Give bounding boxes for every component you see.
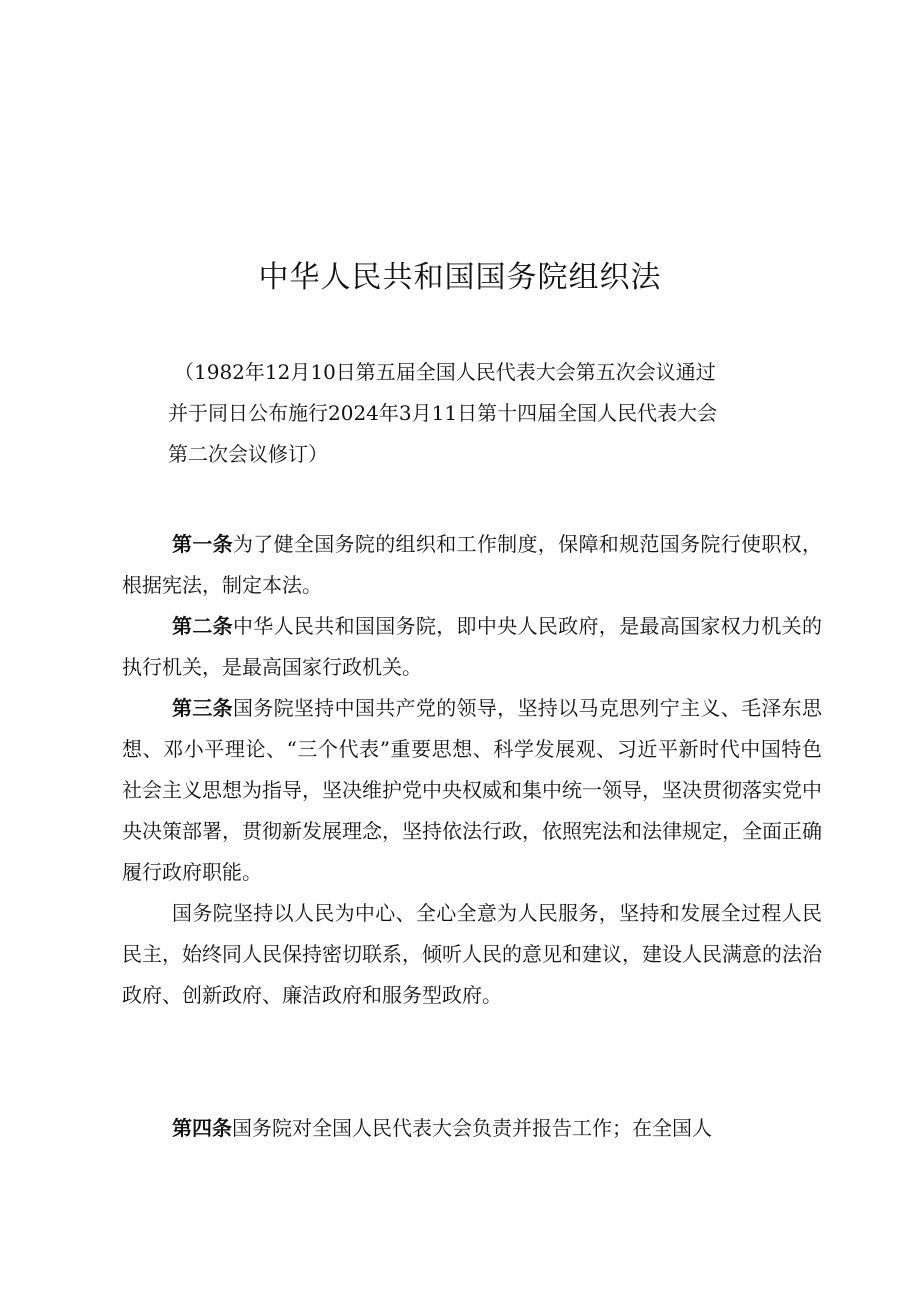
article-4 xyxy=(122,1108,822,1149)
adoption-note xyxy=(168,352,818,475)
articles-section xyxy=(122,524,822,1016)
article-label: 第三条 xyxy=(172,696,233,720)
adoption-note-line: （1982年12月10日第五届全国人民代表大会第五次会议通过 xyxy=(174,360,716,384)
article-text: 国务院坚持中国共产党的领导，坚持以马克思列宁主义、毛泽东思想、邓小平理论、“三个代表”重要思想、科学发展观、习近平新时代中国特色社会主义思想为指导，坚决维护党中央权威和集中统一领导，坚决贯彻落实党中央决策部署，贯彻新发展理念，坚持依法行政，依照宪法和法律规定，全面正确履行政府职能。 xyxy=(122,696,823,884)
article-3 xyxy=(122,688,822,893)
article-1 xyxy=(122,524,822,606)
article-3-paragraph-2: 国务院坚持以人民为中心、全心全意为人民服务，坚持和发展全过程人民民主，始终同人民保持密切联系，倾听人民的意见和建议，建设人民满意的法治政府、创新政府、廉洁政府和服务型政府。 xyxy=(122,901,822,1007)
article-text: 国务院对全国人民代表大会负责并报告工作；在全国人 xyxy=(232,1116,712,1140)
adoption-note-line: 并于同日公布施行2024年3月11日第十四届全国人民代表大会 xyxy=(168,401,718,425)
adoption-note-line: 第二次会议修订） xyxy=(168,442,328,466)
articles-section-continued xyxy=(122,1108,822,1149)
document-title: 中华人民共和国国务院组织法 xyxy=(258,260,662,295)
article-2 xyxy=(122,606,822,688)
article-label: 第四条 xyxy=(172,1116,232,1140)
article-text: 为了健全国务院的组织和工作制度，保障和规范国务院行使职权，根据宪法，制定本法。 xyxy=(122,532,823,597)
article-label: 第二条 xyxy=(172,614,233,638)
article-text: 中华人民共和国国务院，即中央人民政府，是最高国家权力机关的执行机关，是最高国家行政机关。 xyxy=(122,614,823,679)
article-label: 第一条 xyxy=(172,532,233,556)
